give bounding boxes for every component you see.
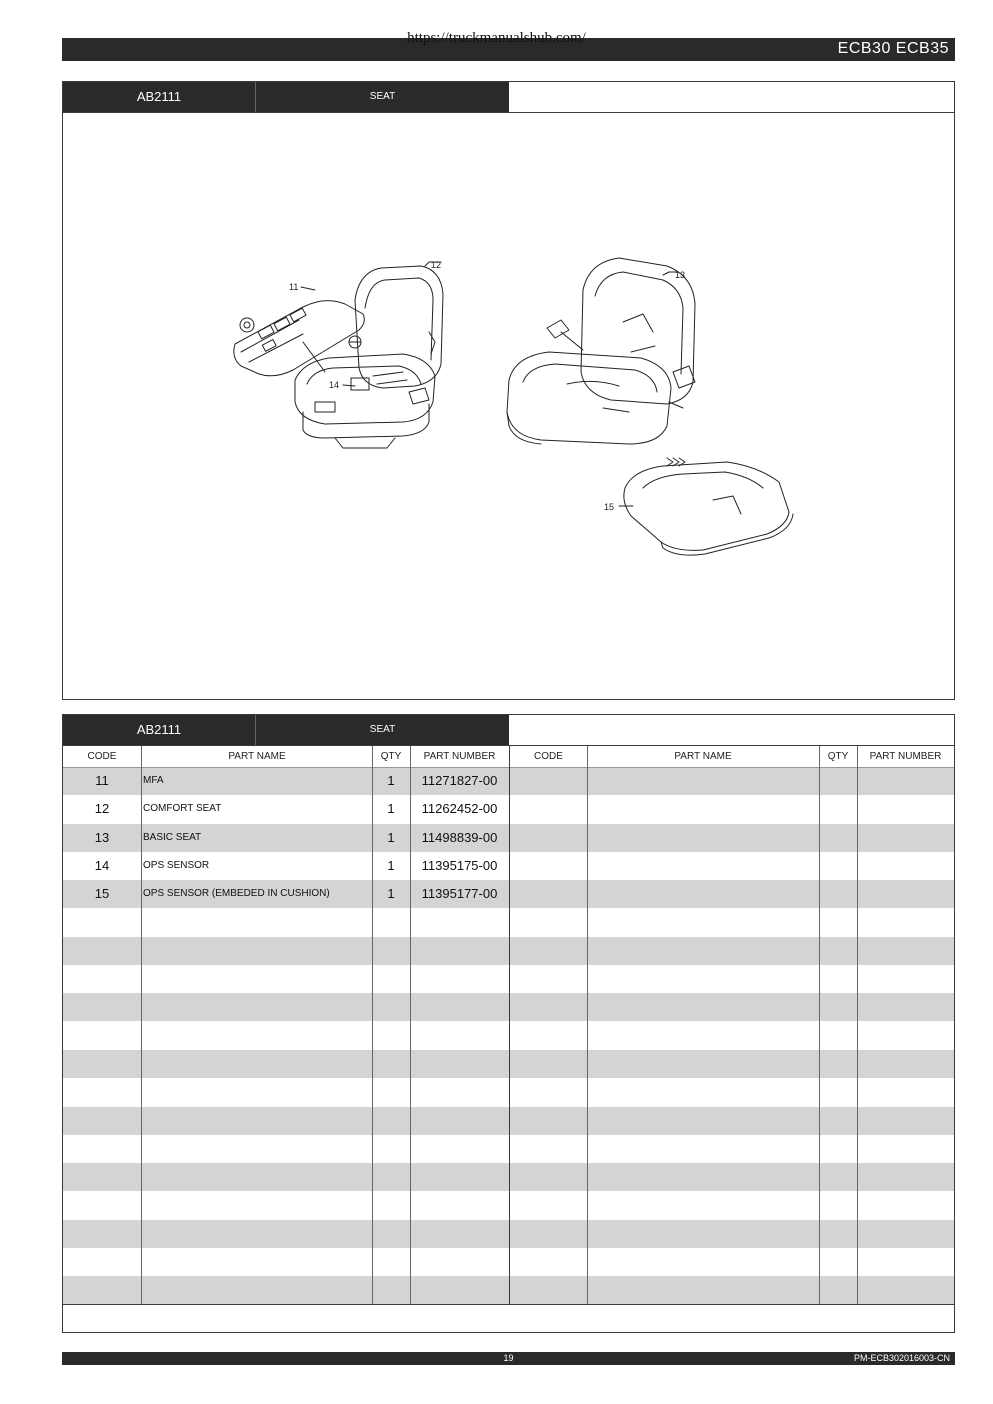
part-qty: 1 bbox=[387, 773, 395, 788]
part-code: 15 bbox=[94, 886, 110, 902]
diagram-group-name: SEAT bbox=[369, 91, 396, 102]
table-header bbox=[63, 715, 509, 745]
part-number: 11271827-00 bbox=[421, 773, 498, 788]
part-qty: 1 bbox=[387, 857, 395, 873]
col-line-1 bbox=[141, 746, 142, 1304]
part-number: 11262452-00 bbox=[421, 801, 498, 817]
col-header-partnumber-right: PART NUMBER bbox=[869, 751, 942, 762]
callout-14: 14 bbox=[329, 380, 340, 390]
part-name: BASIC SEAT bbox=[143, 831, 202, 843]
col-header-partnumber-left: PART NUMBER bbox=[423, 751, 496, 762]
part-name: OPS SENSOR bbox=[143, 859, 210, 871]
callout-13: 13 bbox=[675, 270, 686, 280]
part-number: 11498839-00 bbox=[421, 829, 498, 845]
col-line-center bbox=[509, 746, 510, 1304]
part-qty: 1 bbox=[387, 829, 395, 845]
diagram-panel bbox=[62, 81, 955, 700]
page-number: 19 bbox=[503, 1353, 514, 1363]
table-group-code: AB2111 bbox=[63, 715, 256, 745]
part-name: OPS SENSOR (EMBEDED IN CUSHION) bbox=[143, 888, 330, 900]
col-line-5 bbox=[587, 746, 588, 1304]
diagram-group-code: AB2111 bbox=[63, 82, 256, 112]
part-number: 11395177-00 bbox=[421, 886, 498, 902]
col-line-6 bbox=[819, 746, 820, 1304]
callout-15: 15 bbox=[604, 502, 615, 512]
col-header-partname-left: PART NAME bbox=[228, 751, 286, 762]
part-code: 11 bbox=[95, 773, 109, 788]
callout-12: 12 bbox=[431, 260, 442, 270]
col-line-2 bbox=[372, 746, 373, 1304]
footer-bar bbox=[62, 1352, 955, 1365]
part-name: MFA bbox=[143, 775, 164, 786]
comfort-seat-drawing bbox=[234, 266, 443, 448]
col-line-7 bbox=[857, 746, 858, 1304]
document-code: PM-ECB302016003-CN bbox=[853, 1353, 950, 1363]
seat-exploded-diagram bbox=[63, 82, 954, 699]
col-header-code-left: CODE bbox=[87, 751, 117, 762]
col-line-3 bbox=[410, 746, 411, 1304]
table-group-name: SEAT bbox=[369, 724, 396, 735]
model-name: ECB30 ECB35 bbox=[837, 40, 949, 57]
part-qty: 1 bbox=[387, 886, 395, 902]
table-bottom-line bbox=[63, 1304, 954, 1305]
col-header-qty-right: QTY bbox=[827, 751, 849, 762]
part-name: COMFORT SEAT bbox=[143, 803, 222, 815]
col-header-partname-right: PART NAME bbox=[674, 751, 732, 762]
col-header-qty-left: QTY bbox=[380, 751, 402, 762]
callout-11: 11 bbox=[289, 282, 299, 292]
part-qty: 1 bbox=[387, 801, 395, 817]
basic-seat-drawing bbox=[507, 258, 793, 555]
part-number: 11395175-00 bbox=[421, 857, 498, 873]
source-url: https://truckmanualshub.com/ bbox=[407, 30, 586, 46]
parts-table-panel bbox=[62, 714, 955, 1333]
part-code: 14 bbox=[94, 857, 110, 873]
col-header-code-right: CODE bbox=[534, 751, 563, 762]
part-code: 12 bbox=[94, 801, 110, 817]
part-code: 13 bbox=[94, 829, 110, 845]
